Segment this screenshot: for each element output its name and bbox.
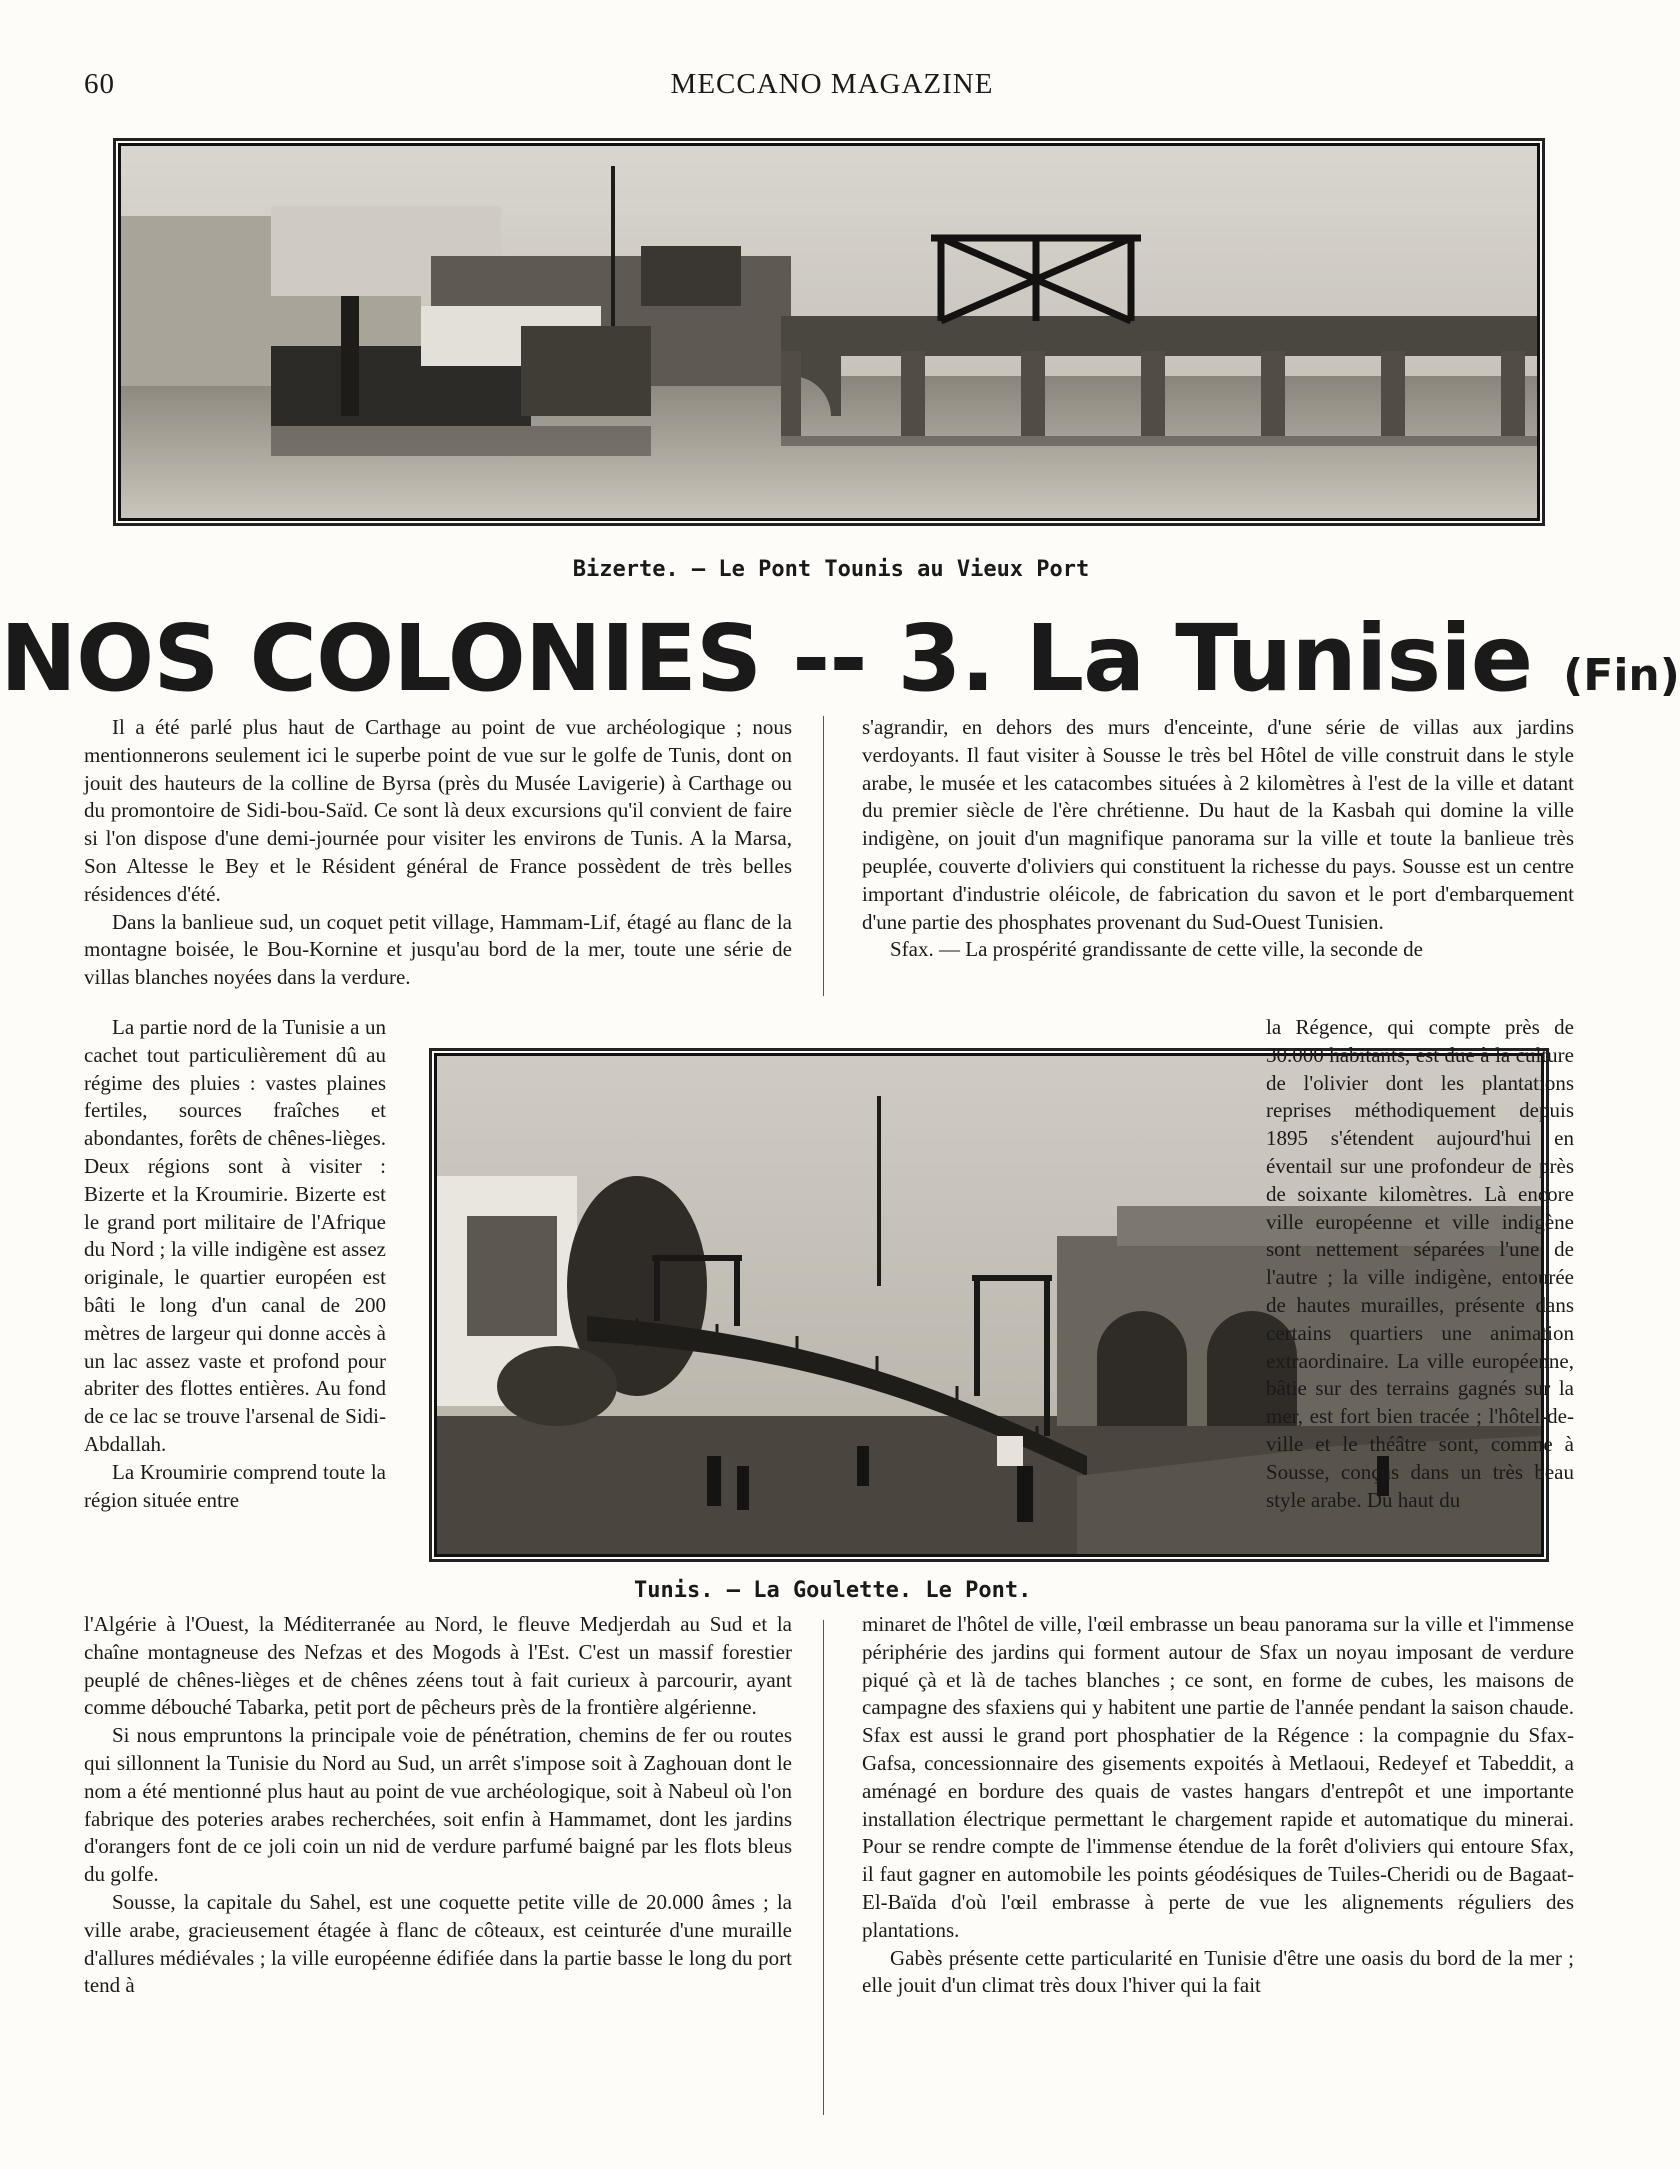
bizerte-bridge-image: [121, 146, 1537, 518]
right-paragraph-3: Gabès présente cette particularité en Tunisie d'être une oasis du bord de la mer ; elle jouit d'un climat très doux l'hiver qui la fait: [862, 1945, 1574, 1998]
left-paragraph-5: Si nous empruntons la principale voie de pénétration, chemins de fer ou routes qui sillonnent la Tunisie du Nord au Sud, un arrêt s'impose soit à Zaghouan dont le nom a été mentionné plus haut au point de vue archéologique, soit à Nabeul où l'on fabrique des poteries arabes recherchées, soit enfin à Hammamet, dont les jardins d'orangers font de ce joli coin un nid de verdure parfumé baigné par les flots bleus du golfe.: [84, 1723, 792, 1887]
right-column-top: [862, 714, 1574, 964]
right-column-bottom: [862, 1611, 1574, 2000]
left-paragraph-3: La partie nord de la Tunisie a un cachet tout particulièrement dû au régime des pluies : vastes plaines fertiles, sources fraîches et abondantes, forêts de chênes-lièges. Deux régions sont à visiter : Bizerte et la Kroumirie. Bizerte est le grand port militaire de l'Afrique du Nord ; la ville indigène est assez originale, le quartier européen est bâti le long d'un canal de 200 mètres de largeur qui donne accès à un lac assez vaste et profond pour abriter des flottes entières. Au fond de ce lac se trouve l'arsenal de Sidi-Abdallah.: [84, 1015, 386, 1456]
right-paragraph-2-narrow: la Régence, qui compte près de 30.000 habitants, est due à la culture de l'olivier dont les plantations reprises méthodiquement depuis 1895 s'étendent aujourd'hui en éventail sur une profondeur de près de soixante kilomètres. Là encore ville européenne et ville indigène sont nettement séparées l'une de l'autre ; la ville indigène, entourée de hautes murailles, présente dans certains quartiers une animation extraordinaire. La ville européenne, bâtie sur des terrains gagnés sur la mer, est fort bien tracée ; l'hôtel-de-ville et le théâtre sont, comme à Sousse, conçus dans un très beau style arabe. Du haut du: [1266, 1015, 1574, 1512]
left-column-bottom: [84, 1611, 792, 2000]
left-paragraph-1: Il a été parlé plus haut de Carthage au point de vue archéologique ; nous mentionnerons seulement ici le superbe point de vue sur le golfe de Tunis, dont on jouit des hauteurs de la colline de Byrsa (près du Musée Lavigerie) à Carthage ou du promontoire de Sidi-bou-Saïd. Ce sont là deux excursions qu'il convient de faire si l'on dispose d'une demi-journée pour visiter les environs de Tunis. A la Marsa, Son Altesse le Bey et le Résident général de France possèdent de très belles résidences d'été.: [84, 715, 792, 906]
right-paragraph-2-continued: minaret de l'hôtel de ville, l'œil embrasse un beau panorama sur la ville et l'immense périphérie des jardins qui forment autour de Sfax un noyau imposant de verdure piqué çà et là de taches blanches ; ce sont, en forme de cubes, les maisons de campagne des sfaxiens qui y habitent une partie de l'année pendant la saison chaude. Sfax est aussi le grand port phosphatier de la Régence : la compagnie du Sfax-Gafsa, concessionnaire des gisements expoités à Metlaoui, Redeyef et Tabeddit, a aménagé en bordure des quais de vastes hangars d'entrepôt et une importante installation électrique permettant le chargement rapide et automatique du minerai. Pour se rendre compte de l'immense étendue de la forêt d'oliviers qui entoure Sfax, il faut gagner en automobile les points géodésiques de Tuiles-Cheridi ou de Bagaat-El-Baïda d'où l'œil embrasse à perte de vue les alignements réguliers des plantations.: [862, 1612, 1574, 1942]
column-divider-top: [823, 716, 824, 996]
headline-suffix: (Fin): [1563, 650, 1680, 701]
left-column-top: [84, 714, 792, 992]
column-divider-bottom: [823, 1620, 824, 2115]
running-head: [84, 68, 1580, 108]
left-paragraph-4: La Kroumirie comprend toute la région située entre: [84, 1459, 386, 1512]
headline-main: NOS COLONIES -- 3. La Tunisie: [0, 605, 1533, 712]
right-column-narrow: [1266, 1014, 1574, 1514]
right-paragraph-1: s'agrandir, en dehors des murs d'enceinte, d'une série de villas aux jardins verdoyants. Il faut visiter à Sousse le très bel Hôtel de ville construit dans le style arabe, le musée et les catacombes situées à 2 kilomètres à l'est de la ville et datant du premier siècle de l'ère chrétienne. Du haut de la Kasbah qui domine la ville indigène, on jouit d'un magnifique panorama sur la ville et toute la banlieue très peuplée, couverte d'oliviers qui constituent la richesse du pays. Sousse est un centre important d'industrie oléicole, de fabrication du savon et le port d'embarquement d'une partie des phosphates provenant du Sud-Ouest Tunisien.: [862, 715, 1574, 934]
middle-photo-caption: Tunis. — La Goulette. Le Pont.: [634, 1578, 1032, 1603]
page-number: 60: [84, 68, 115, 100]
article-headline: [0, 604, 1680, 731]
right-paragraph-2-lead: Sfax. — La prospérité grandissante de cette ville, la seconde de: [890, 937, 1423, 962]
left-column-narrow: [84, 1014, 386, 1514]
top-photo: [118, 143, 1540, 521]
magazine-title: MECCANO MAGAZINE: [670, 68, 994, 100]
left-paragraph-4-continued: l'Algérie à l'Ouest, la Méditerranée au Nord, le fleuve Medjerdah au Sud et la chaîne montagneuse des Nefzas et des Mogods à l'Est. C'est un massif forestier peuplé de chênes-lièges et de chênes zéens tout à fait curieux à parcourir, ayant comme débouché Tabarka, petit port de pêcheurs près de la frontière algérienne.: [84, 1612, 792, 1720]
left-paragraph-6: Sousse, la capitale du Sahel, est une coquette petite ville de 20.000 âmes ; la ville arabe, gracieusement étagée à flanc de côteaux, est ceinturée d'une muraille d'allures médiévales ; la ville européenne édifiée dans la partie basse le long du port tend à: [84, 1889, 792, 1998]
top-photo-caption: Bizerte. — Le Pont Tounis au Vieux Port: [572, 557, 1090, 582]
left-paragraph-2: Dans la banlieue sud, un coquet petit village, Hammam-Lif, étagé au flanc de la montagne boisée, le Bou-Kornine et jusqu'au bord de la mer, toute une série de villas blanches noyées dans la verdure.: [84, 909, 792, 990]
